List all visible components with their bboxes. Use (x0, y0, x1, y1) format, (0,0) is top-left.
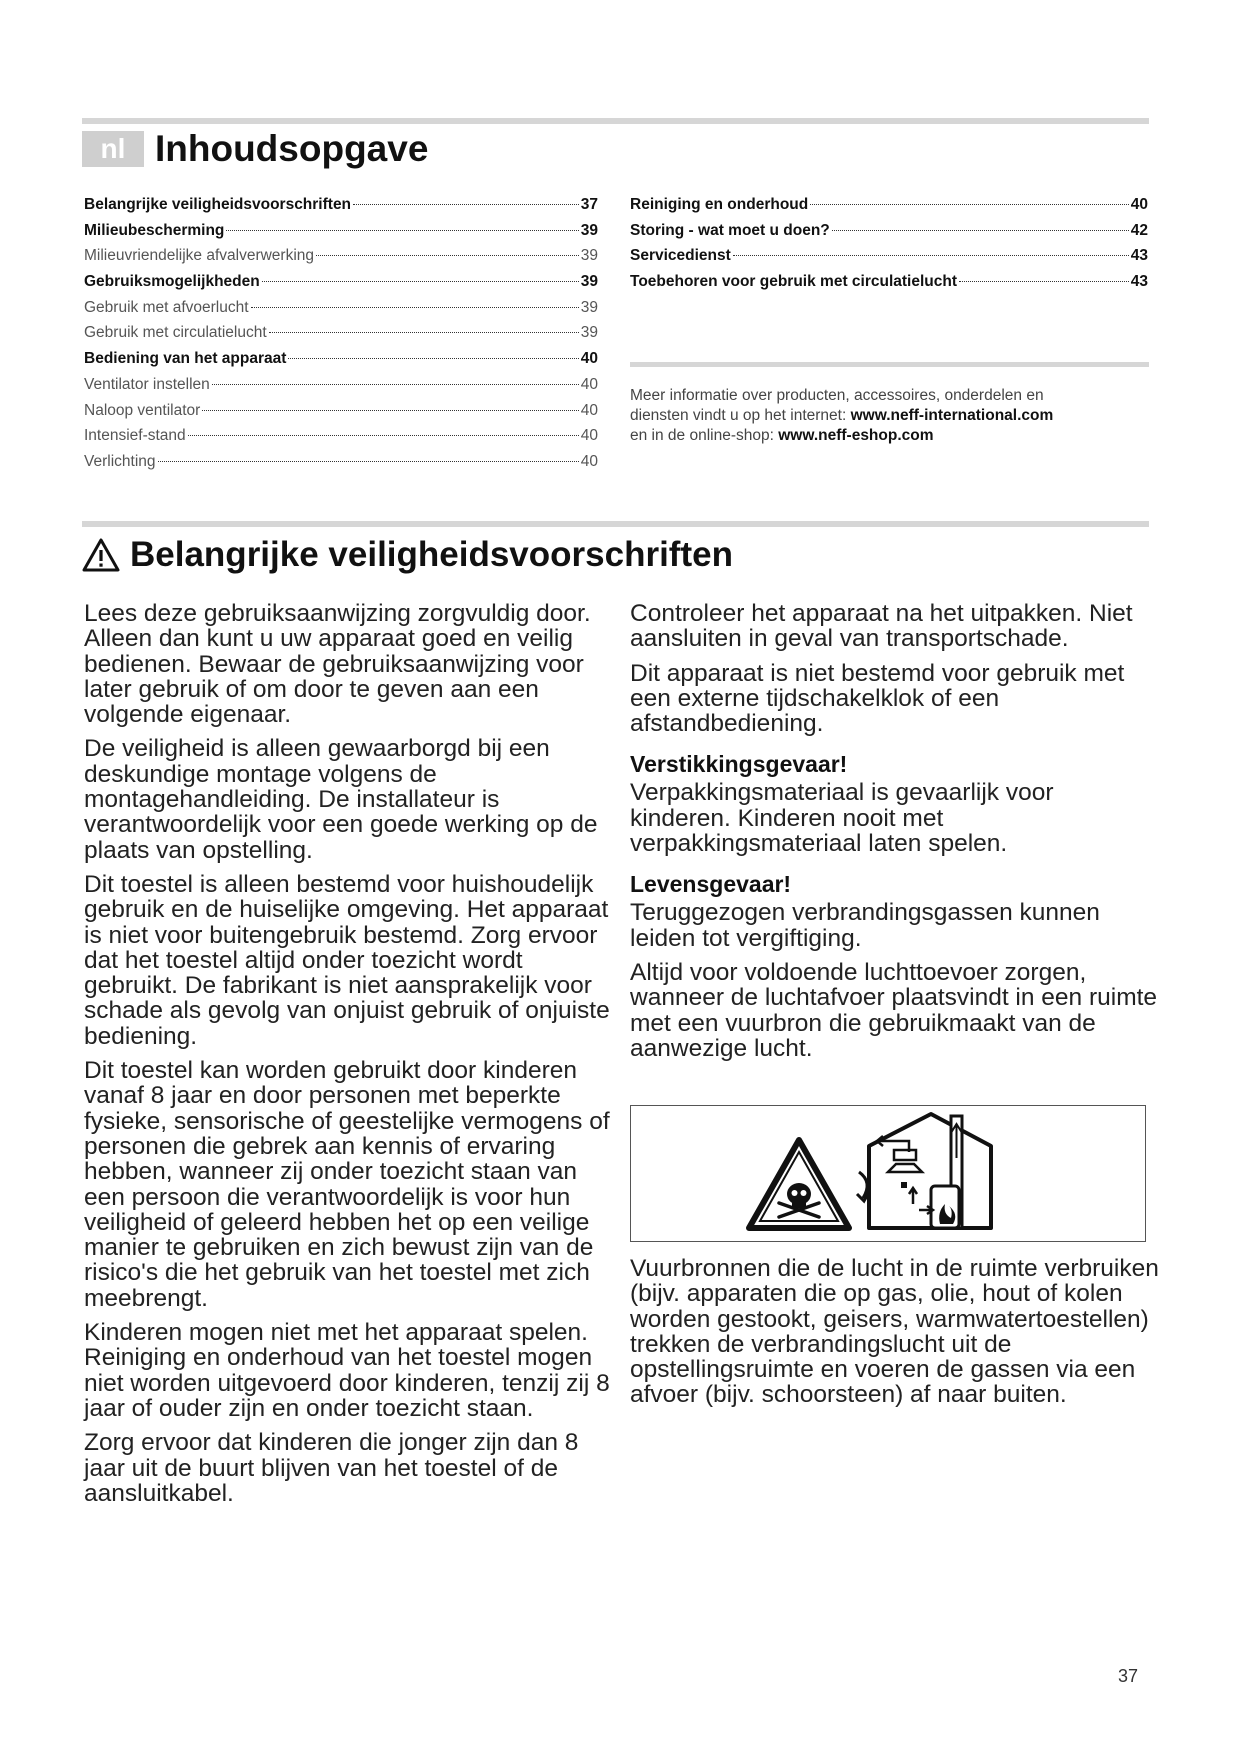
toc-entry-label: Gebruik met circulatielucht (84, 324, 267, 342)
toc-entry-label: Intensief-stand (84, 427, 186, 445)
toc-entry[interactable] (84, 427, 598, 453)
toc-entry-label: Ventilator instellen (84, 375, 210, 393)
toc-entry-label: Milieubescherming (84, 221, 225, 239)
toc-left-column (84, 196, 598, 479)
toc-entry-label: Servicedienst (630, 247, 731, 265)
safety-left-column (84, 601, 614, 1515)
toc-entry[interactable] (630, 196, 1148, 222)
toc-leader-dots (212, 384, 579, 385)
toc-leader-dots (202, 410, 578, 411)
toc-entry[interactable] (84, 247, 598, 273)
toc-right-column (630, 196, 1148, 299)
toc-entry-page: 42 (1130, 221, 1148, 239)
toc-entry-page: 37 (580, 196, 598, 213)
toc-leader-dots (251, 307, 579, 308)
warning-triangle-icon (82, 538, 120, 572)
paragraph: Vuurbronnen die de lucht in de ruimte verbruiken (bijv. apparaten die op gas, olie, hout of kolen worden gestookt, geisers, warmwatertoestellen) trekken de verbrandingslucht uit de opstellingsruimte en voeren de gassen via een afvoer (bijv. schoorsteen) af naar buiten. (630, 1255, 1159, 1409)
toc-entry-page: 40 (580, 427, 598, 445)
toc-leader-dots (353, 204, 579, 205)
safety-right-column (630, 601, 1160, 1070)
toc-entry-page: 39 (580, 221, 598, 239)
section-divider (82, 521, 1149, 527)
toc-entry-page: 40 (580, 375, 598, 393)
poison-warning-figure (630, 1105, 1146, 1242)
toc-leader-dots (832, 230, 1129, 231)
toc-entry-label: Gebruiksmogelijkheden (84, 273, 260, 291)
paragraph: Controleer het apparaat na het uitpakken. Niet aansluiten in geval van transportschade. (630, 600, 1133, 653)
toc-entry-page: 43 (1130, 273, 1148, 291)
toc-entry-page: 39 (580, 298, 598, 316)
toc-entry-label: Milieuvriendelijke afvalverwerking (84, 247, 315, 265)
eshop-link[interactable]: www.neff-eshop.com (778, 427, 934, 444)
toc-entry[interactable] (84, 402, 598, 428)
toc-entry-label: Verlichting (84, 452, 156, 470)
toc-entry-page: 40 (580, 401, 598, 419)
paragraph: De veiligheid is alleen gewaarborgd bij een deskundige montage volgens de montagehandleiding. De installateur is verantwoordelijk voor een goede werking op de plaats van opstelling. (84, 735, 598, 864)
toc-entry[interactable] (84, 376, 598, 402)
toc-entry-page: 39 (580, 247, 598, 265)
toc-entry-label: Reiniging en onderhoud (630, 196, 809, 213)
toc-entry[interactable] (630, 247, 1148, 273)
toc-entry[interactable] (84, 196, 598, 222)
page-number: 37 (1118, 1666, 1139, 1686)
toc-entry[interactable] (630, 222, 1148, 248)
toc-entry-label: Gebruik met afvoerlucht (84, 298, 249, 316)
poison-gas-illustration (631, 1106, 1144, 1240)
toc-leader-dots (288, 358, 578, 359)
toc-entry-page: 40 (1130, 196, 1148, 213)
paragraph: Altijd voor voldoende luchttoevoer zorgen, wanneer de luchtafvoer plaatsvindt in een ruimte met een vuurbron die gebruikmaakt van de aanwezige lucht. (630, 958, 1158, 1062)
suffocation-heading: Verstikkingsgevaar! (630, 751, 848, 778)
paragraph: Dit apparaat is niet bestemd voor gebruik met een externe tijdschakelklok of een afstandbediening. (630, 659, 1125, 738)
toc-entry-page: 39 (580, 273, 598, 291)
toc-entry[interactable] (84, 324, 598, 350)
paragraph: Kinderen mogen niet met het apparaat spelen. Reiniging en onderhoud van het toestel mogen niet worden uitgevoerd door kinderen, tenzij zij 8 jaar of ouder zijn en onder toezicht staan. (84, 1319, 610, 1422)
toc-leader-dots (733, 255, 1129, 256)
toc-entry[interactable] (84, 273, 598, 299)
toc-entry-page: 40 (580, 452, 598, 470)
toc-leader-dots (959, 281, 1129, 282)
toc-entry[interactable] (84, 299, 598, 325)
website-link[interactable]: www.neff-international.com (850, 407, 1054, 424)
page-title: Inhoudsopgave (155, 128, 429, 169)
toc-leader-dots (269, 332, 579, 333)
toc-leader-dots (158, 461, 579, 462)
toc-entry-label: Bediening van het apparaat (84, 350, 287, 368)
toc-leader-dots (226, 230, 578, 231)
life-danger-heading: Levensgevaar! (630, 871, 792, 898)
toc-entry[interactable] (84, 222, 598, 248)
paragraph: Dit toestel is alleen bestemd voor huishoudelijk gebruik en de huiselijke omgeving. Het apparaat is niet voor buitengebruik bestemd. Zorg ervoor dat het toestel altijd onder toezicht wordt gebruikt. De fabrikant is niet aansprakelijk voor schade als gevolg van onjuist gebruik of onjuiste bediening. (84, 870, 610, 1050)
section-title-text: Belangrijke veiligheidsvoorschriften (130, 535, 733, 574)
toc-leader-dots (810, 204, 1129, 205)
toc-leader-dots (188, 435, 579, 436)
paragraph: Teruggezogen verbrandingsgassen kunnen leiden tot vergiftiging. (630, 899, 1100, 952)
info-divider (630, 362, 1149, 367)
toc-leader-dots (316, 255, 579, 256)
paragraph: Lees deze gebruiksaanwijzing zorgvuldig door. Alleen dan kunt u uw apparaat goed en veilig bedienen. Bewaar de gebruiksaanwijzing voor later gebruik of om door te geven aan een volgende eigenaar. (84, 600, 591, 729)
info-block (630, 386, 1150, 446)
fire-sources-paragraph-block (630, 1256, 1160, 1417)
toc-entry[interactable] (84, 350, 598, 376)
toc-entry[interactable] (630, 273, 1148, 299)
toc-entry-page: 43 (1130, 247, 1148, 265)
paragraph: Verpakkingsmateriaal is gevaarlijk voor kinderen. Kinderen nooit met verpakkingsmateriaal laten spelen. (630, 779, 1054, 858)
toc-entry-page: 40 (580, 350, 598, 368)
info-line-2: diensten vindt u op het internet: www.neff-international.com (630, 407, 1054, 424)
paragraph: Dit toestel kan worden gebruikt door kinderen vanaf 8 jaar en door personen met beperkte fysieke, sensorische of geestelijke vermogens of personen die gebrek aan kennis of ervaring hebben, wanneer zij onder toezicht staan van een persoon die verantwoordelijk is voor hun veiligheid of geleerd hebben het op een veilige manier te gebruiken en zich bewust zijn van de risico's die het gebruik van het toestel met zich meebrengt. (84, 1057, 610, 1312)
paragraph: Zorg ervoor dat kinderen die jonger zijn dan 8 jaar uit de buurt blijven van het toestel of de aansluitkabel. (84, 1429, 579, 1507)
toc-entry-label: Storing - wat moet u doen? (630, 221, 830, 239)
toc-leader-dots (262, 281, 579, 282)
toc-entry[interactable] (84, 453, 598, 479)
info-line-3: en in de online-shop: www.neff-eshop.com (630, 427, 934, 444)
toc-entry-label: Naloop ventilator (84, 401, 201, 419)
toc-entry-label: Belangrijke veiligheidsvoorschriften (84, 196, 352, 213)
section-title (82, 530, 733, 580)
info-line-1: Meer informatie over producten, accessoires, onderdelen en (630, 387, 1044, 404)
language-badge: nl (82, 131, 144, 167)
toc-entry-page: 39 (580, 324, 598, 342)
toc-entry-label: Toebehoren voor gebruik met circulatielucht (630, 273, 957, 291)
